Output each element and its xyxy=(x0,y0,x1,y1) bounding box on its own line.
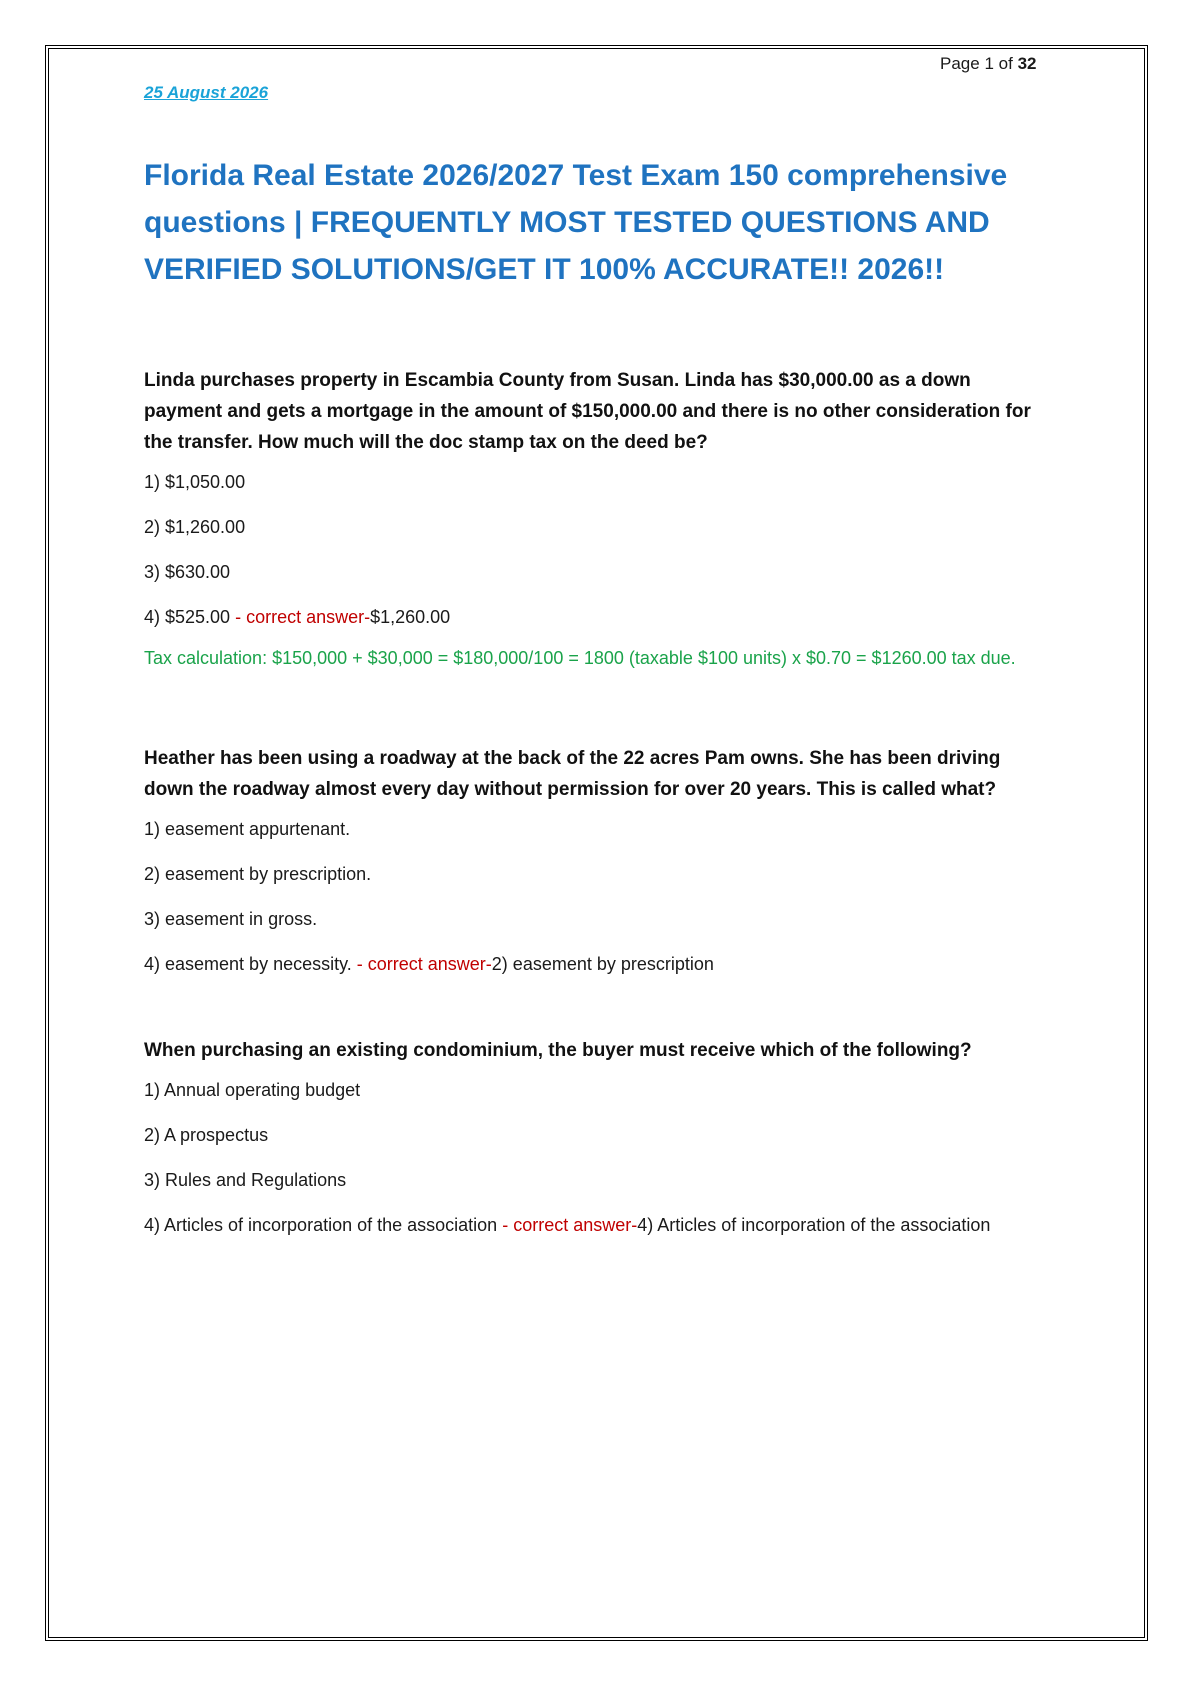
option-4-with-answer xyxy=(144,1211,1044,1239)
option-4-with-answer xyxy=(144,950,1044,978)
question-2 xyxy=(144,743,1044,978)
correct-answer: $1,260.00 xyxy=(370,607,451,627)
correct-answer: 4) Articles of incorporation of the association xyxy=(637,1215,991,1235)
question-1 xyxy=(144,365,1044,672)
question-3 xyxy=(144,1035,1044,1239)
option-4: 4) easement by necessity. xyxy=(144,954,352,974)
option-2: 2) easement by prescription. xyxy=(144,864,372,884)
option-1: 1) Annual operating budget xyxy=(144,1080,361,1100)
option-3: 3) easement in gross. xyxy=(144,909,318,929)
option-3: 3) $630.00 xyxy=(144,562,231,582)
correct-answer-label: - correct answer- xyxy=(230,607,371,627)
option-4: 4) Articles of incorporation of the association xyxy=(144,1215,498,1235)
option-2: 2) $1,260.00 xyxy=(144,517,246,537)
option-1: 1) easement appurtenant. xyxy=(144,819,351,839)
document-date: 25 August 2026 xyxy=(144,83,269,102)
correct-answer: 2) easement by prescription xyxy=(491,954,714,974)
question-text: Linda purchases property in Escambia County from Susan. Linda has $30,000.00 as a down payment and gets a mortgage in the amount of $150,000.00 and there is no other consideration for the transfer. How much will the doc stamp tax on the deed be? xyxy=(144,370,1031,453)
option-4: 4) $525.00 xyxy=(144,607,231,627)
page-number: Page 1 of 32 xyxy=(940,54,1037,73)
correct-answer-label: - correct answer- xyxy=(497,1215,638,1235)
option-1: 1) $1,050.00 xyxy=(144,472,246,492)
option-3: 3) Rules and Regulations xyxy=(144,1170,347,1190)
option-2: 2) A prospectus xyxy=(144,1125,269,1145)
document-title: Florida Real Estate 2026/2027 Test Exam 150 comprehensive questions | FREQUENTLY MOST TESTED QUESTIONS AND VERIFIED SOLUTIONS/GET IT 100% ACCURATE!! 2026!! xyxy=(144,159,1008,286)
question-text: When purchasing an existing condominium, the buyer must receive which of the following? xyxy=(144,1040,972,1061)
correct-answer-label: - correct answer- xyxy=(351,954,492,974)
option-4-with-answer xyxy=(144,603,1044,631)
questions-list xyxy=(144,365,1044,1256)
question-text: Heather has been using a roadway at the back of the 22 acres Pam owns. She has been driving down the roadway almost every day without permission for over 20 years. This is called what? xyxy=(144,748,1001,800)
answer-explanation: Tax calculation: $150,000 + $30,000 = $180,000/100 = 1800 (taxable $100 units) x $0.70 = $1260.00 tax due. xyxy=(144,648,1016,668)
